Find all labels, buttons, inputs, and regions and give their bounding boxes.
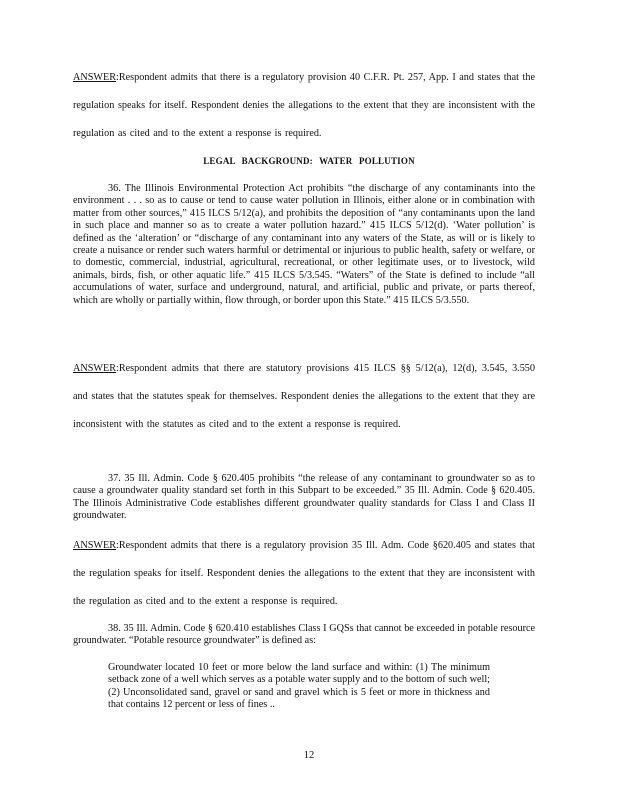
answer-label: ANSWER <box>73 363 117 374</box>
paragraph-37: 37. 35 Ill. Admin. Code § 620.405 prohibits “the release of any contaminant to groundwater so as to cause a groundwater quality standard set forth in this Subpart to be exceeded.” 35 Ill. Admin. Code § 620.405. The Illinois Administrative Code establishes different groundwater quality standards for Class I and Class II groundwater. <box>73 473 535 522</box>
answer-paragraph-3 <box>73 532 535 616</box>
section-heading: LEGAL BACKGROUND: WATER POLLUTION <box>203 156 415 166</box>
answer-label: ANSWER <box>73 72 117 83</box>
answer-paragraph-2 <box>73 355 535 439</box>
answer-text: :Respondent admits that there is a regulatory provision 40 C.F.R. Pt. 257, App. I and states that the regulation speaks for itself. Respondent denies the allegations to the extent that they are inconsistent with the regulation as cited and to the extent a response is required. <box>73 72 535 139</box>
paragraph-38: 38. 35 Ill. Admin. Code § 620.410 establishes Class I GQSs that cannot be exceeded in potable resource groundwater. “Potable resource groundwater” is defined as: <box>73 623 535 647</box>
block-quote: Groundwater located 10 feet or more below the land surface and within: (1) The minimum setback zone of a well which serves as a potable water supply and to the bottom of such well; (2) Unconsolidated sand, gravel or sand and gravel which is 5 feet or more in thickness and that contains 12 percent or less of fines .. <box>108 662 490 711</box>
answer-text: :Respondent admits that there are statutory provisions 415 ILCS §§ 5/12(a), 12(d), 3.545, 3.550 and states that the statutes speak for themselves. Respondent denies the allegations to the extent that they are inconsistent with the statutes as cited and to the extent a response is required. <box>73 363 535 430</box>
answer-paragraph-1 <box>73 64 535 148</box>
answer-label: ANSWER <box>73 540 117 551</box>
page-number: 12 <box>303 750 315 761</box>
paragraph-36: 36. The Illinois Environmental Protection Act prohibits “the discharge of any contaminants into the environment . . . so as to cause or tend to cause water pollution in Illinois, either alone or in combination with matter from other sources,” 415 ILCS 5/12(a), and prohibits the deposition of “any contaminants upon the land in such place and manner so as to create a water pollution hazard.” 415 ILCS 5/12(d). ‘Water pollution’ is defined as the ‘alteration’ or “discharge of any contaminant into any waters of the State, as will or is likely to create a nuisance or render such waters harmful or detrimental or injurious to public health, safety or welfare, or to domestic, commercial, industrial, agricultural, recreational, or other legitimate uses, or to livestock, wild animals, birds, fish, or other aquatic life.” 415 ILCS 5/3.545. “Waters” of the State is defined to include “all accumulations of water, surface and underground, natural, and artificial, public and private, or parts thereof, which are wholly or partially within, flow through, or border upon this State.” 415 ILCS 5/3.550. <box>73 183 535 306</box>
answer-text: :Respondent admits that there is a regulatory provision 35 Ill. Adm. Code §620.405 and states that the regulation speaks for itself. Respondent denies the allegations to the extent that they are inconsistent with the regulation as cited and to the extent a response is required. <box>73 540 535 607</box>
